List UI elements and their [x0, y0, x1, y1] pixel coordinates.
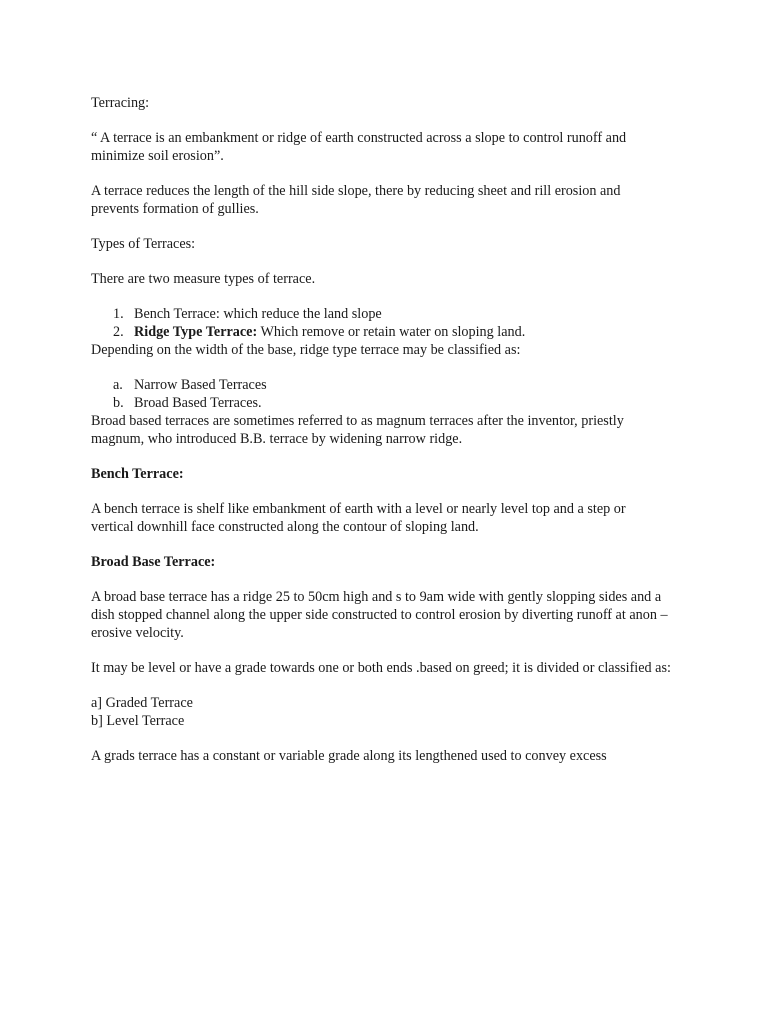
graded-terrace-item: a] Graded Terrace — [91, 695, 193, 711]
types-heading: Types of Terraces: — [91, 236, 196, 252]
grads-terrace-paragraph: A grads terrace has a constant or variable grade along its lengthened used to convey excess — [91, 748, 607, 764]
depending-paragraph: Depending on the width of the base, ridge type terrace may be classified as: — [91, 342, 521, 358]
list-item-text: Which remove or retain water on sloping land. — [257, 324, 526, 340]
types-list — [91, 305, 671, 341]
broad-base-terrace-heading: Broad Base Terrace: — [91, 554, 216, 570]
list-item-text: Broad Based Terraces. — [134, 395, 262, 411]
types-intro: There are two measure types of terrace. — [91, 271, 316, 287]
terracing-heading: Terracing: — [91, 95, 150, 111]
list-item-text: Bench Terrace: which reduce the land slope — [134, 306, 382, 322]
bench-terrace-heading: Bench Terrace: — [91, 466, 184, 482]
list-marker: 1. — [113, 306, 124, 322]
document-body — [91, 94, 671, 765]
list-marker: b. — [113, 395, 124, 411]
ridge-type-label: Ridge Type Terrace: — [134, 324, 258, 340]
list-marker: a. — [113, 377, 123, 393]
list-marker: 2. — [113, 324, 124, 340]
terrace-definition: “ A terrace is an embankment or ridge of earth constructed across a slope to control runoff and minimize soil erosion”. — [91, 130, 627, 164]
list-item — [91, 305, 671, 323]
terrace-reduces-paragraph: A terrace reduces the length of the hill side slope, there by reducing sheet and rill erosion and prevents formation of gullies. — [91, 183, 621, 217]
bench-terrace-paragraph: A bench terrace is shelf like embankment of earth with a level or nearly level top and a step or vertical downhill face constructed along the contour of sloping land. — [91, 501, 626, 535]
list-item — [91, 376, 671, 394]
base-list — [91, 376, 671, 412]
broad-base-paragraph: A broad base terrace has a ridge 25 to 50cm high and s to 9am wide with gently slopping sides and a dish stopped channel along the upper side constructed to control erosion by diverting runoff at anon –erosive velocity. — [91, 589, 668, 641]
magnum-paragraph: Broad based terraces are sometimes referred to as magnum terraces after the inventor, priestly magnum, who introduced B.B. terrace by widening narrow ridge. — [91, 413, 624, 447]
level-terrace-item: b] Level Terrace — [91, 713, 185, 729]
list-item — [91, 323, 671, 341]
list-item-text: Narrow Based Terraces — [134, 377, 267, 393]
list-item — [91, 394, 671, 412]
level-grade-paragraph: It may be level or have a grade towards one or both ends .based on greed; it is divided or classified as: — [91, 660, 671, 676]
